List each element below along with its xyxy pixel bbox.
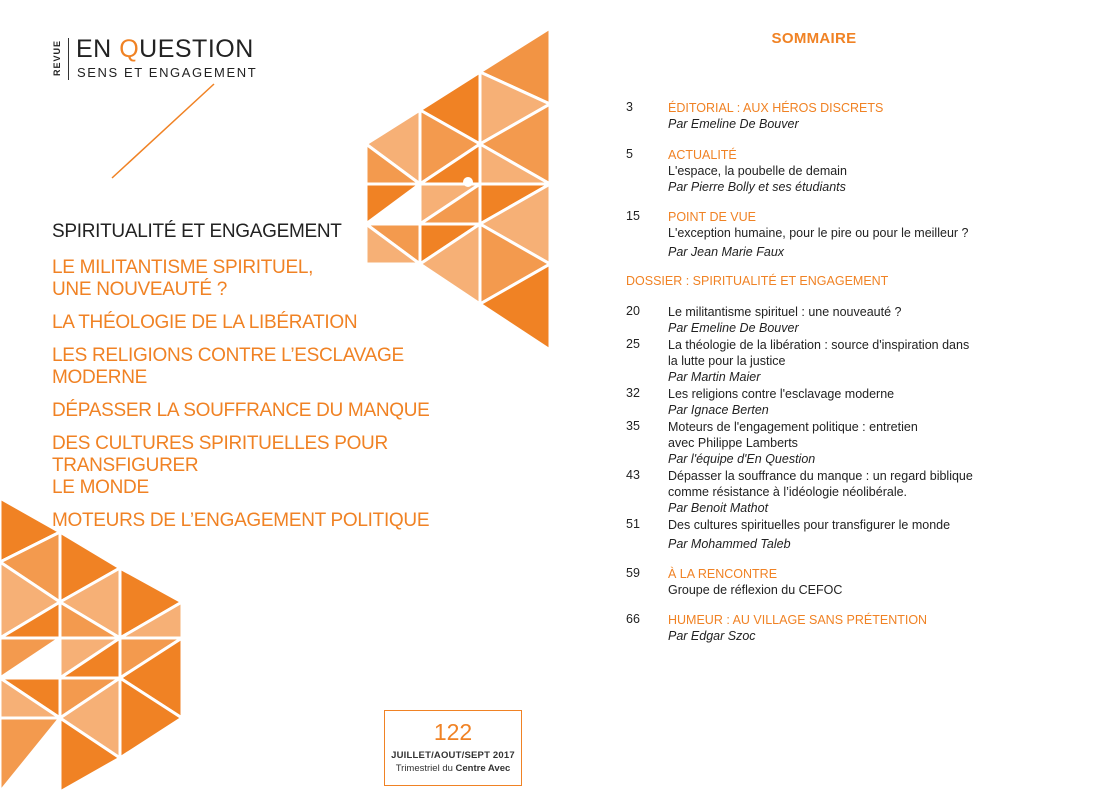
toc-author: Par Pierre Bolly et ses étudiants [668, 180, 846, 194]
toc-author: Par Ignace Berten [668, 403, 769, 417]
cover-headline: MOTEURS DE L’ENGAGEMENT POLITIQUE [52, 510, 430, 531]
toc-title: La théologie de la libération : source d'inspiration dans la lutte pour la justice [668, 338, 970, 368]
toc-section: HUMEUR : AU VILLAGE SANS PRÉTENTION [668, 613, 928, 627]
issue-number: 122 [433, 719, 473, 745]
toc-author: Par Emeline De Bouver [668, 321, 799, 335]
dossier-heading: DOSSIER : SPIRITUALITÉ ET ENGAGEMENT [626, 274, 889, 288]
toc-author: Par Jean Marie Faux [668, 245, 785, 259]
toc-title: Moteurs de l'engagement politique : entretien avec Philippe Lamberts [668, 420, 918, 450]
cover-headline: LA THÉOLOGIE DE LA LIBÉRATION [52, 312, 358, 333]
toc-title: Des cultures spirituelles pour transfigurer le monde [668, 518, 951, 532]
toc-page-number: 3 [626, 100, 633, 114]
cover-headline: DES CULTURES SPIRITUELLES POUR TRANSFIGURER LE MONDE [52, 433, 388, 498]
toc-page-number: 20 [626, 304, 640, 318]
cover-headline: LE MILITANTISME SPIRITUEL, UNE NOUVEAUTÉ ? [52, 257, 314, 300]
toc-section: ÉDITORIAL : AUX HÉROS DISCRETS [668, 101, 884, 115]
cover-kicker: SPIRITUALITÉ ET ENGAGEMENT [52, 221, 342, 242]
toc-author: Par Benoit Mathot [668, 501, 769, 515]
toc-title: L'exception humaine, pour le pire ou pour le meilleur ? [668, 226, 969, 240]
toc-section: ACTUALITÉ [668, 148, 737, 162]
toc-page-number: 59 [626, 566, 640, 580]
toc-section: POINT DE VUE [668, 210, 756, 224]
toc-title: Dépasser la souffrance du manque : un regard biblique comme résistance à l’idéologie néolibérale. [668, 469, 973, 499]
masthead-title-rest: UESTION [139, 35, 254, 63]
masthead-title-part: EN [76, 35, 120, 63]
cover-headlines [52, 257, 502, 543]
sommaire-page [548, 0, 1096, 800]
issue-box [384, 710, 522, 786]
toc-page-number: 51 [626, 517, 640, 531]
masthead-title-q: Q [119, 35, 140, 63]
issue-frequency-prefix: Trimestriel du [395, 763, 456, 774]
toc-author: Par l'équipe d'En Question [668, 452, 816, 466]
toc-author: Par Edgar Szoc [668, 629, 756, 643]
toc-title: Les religions contre l'esclavage moderne [668, 387, 895, 401]
issue-date: JUILLET/AOUT/SEPT 2017 [391, 750, 515, 761]
toc-page-number: 43 [626, 468, 640, 482]
toc-author: Par Mohammed Taleb [668, 537, 791, 551]
toc-page-number: 35 [626, 419, 640, 433]
toc-page-number: 15 [626, 209, 640, 223]
masthead-revue: REVUE [52, 40, 62, 77]
cover-headline: DÉPASSER LA SOUFFRANCE DU MANQUE [52, 400, 430, 421]
toc-author: Par Martin Maier [668, 370, 761, 384]
issue-publisher: Centre Avec [455, 763, 511, 774]
toc-page-number: 25 [626, 337, 640, 351]
cover-headline: LES RELIGIONS CONTRE L’ESCLAVAGE MODERNE [52, 345, 404, 388]
sommaire-title: SOMMAIRE [771, 30, 857, 47]
masthead-subtitle: SENS ET ENGAGEMENT [77, 65, 258, 80]
issue-frequency [385, 763, 521, 774]
toc-author: Par Emeline De Bouver [668, 117, 799, 131]
toc-page-number: 5 [626, 147, 633, 161]
toc-page-number: 32 [626, 386, 640, 400]
toc-title: Groupe de réflexion du CEFOC [668, 583, 843, 597]
toc-title: L'espace, la poubelle de demain [668, 164, 847, 178]
toc-section: À LA RENCONTRE [668, 567, 778, 581]
toc-page-number: 66 [626, 612, 640, 626]
toc-title: Le militantisme spirituel : une nouveauté ? [668, 305, 902, 319]
